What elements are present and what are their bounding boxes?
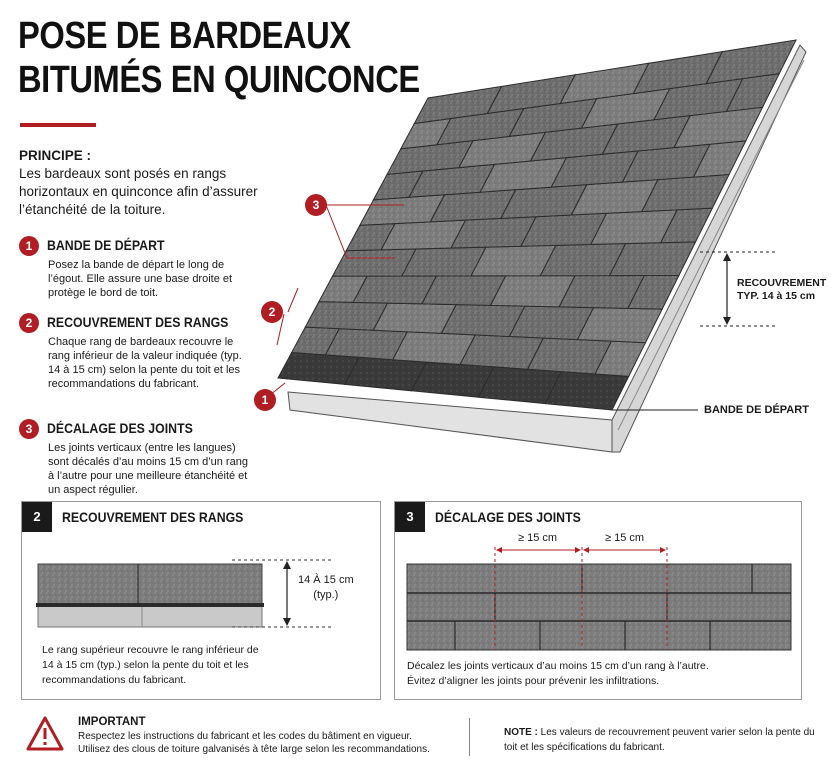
callout-marker-1: 1 [254, 389, 276, 411]
footer-note [504, 725, 824, 755]
callout-marker-3: 3 [305, 194, 327, 216]
step-number-badge: 3 [19, 419, 39, 439]
principe-text: Les bardeaux sont posés en rangs horizontaux en quinconce afin d’assurer l’étanchéité de la toiture. [19, 166, 258, 217]
step-heading: DÉCALAGE DES JOINTS [47, 420, 193, 436]
detail-box-number: 3 [395, 502, 425, 532]
detail-box-number: 2 [22, 502, 52, 532]
step-text: Les joints verticaux (entre les langues) sont décalés d’au moins 15 cm d’un rang à l’autre pour une meilleure étanchéité et un aspect régulier. [48, 442, 248, 496]
overlap-dimension-value: 14 À 15 cm [298, 574, 354, 586]
step-number-badge: 2 [19, 313, 39, 333]
note-text: Les valeurs de recouvrement peuvent varier selon la pente du toit et les spécifications du fabricant. [504, 727, 815, 753]
important-line-1: Respectez les instructions du fabricant et les codes du bâtiment en vigueur. [78, 731, 413, 742]
overlap-dimension [298, 573, 354, 603]
overlap-dimension-label [737, 277, 826, 303]
page-title: POSE DE BARDEAUX BITUMÉS EN QUINCONCE [18, 15, 420, 101]
detail-box-caption [407, 659, 797, 689]
detail-box-overlap [21, 501, 381, 700]
offset-dimension-b: ≥ 15 cm [605, 532, 645, 544]
principe-heading: PRINCIPE : [19, 148, 92, 163]
important-text [78, 730, 458, 756]
overlap-dimension-note: (typ.) [313, 589, 339, 601]
important-title: IMPORTANT [78, 716, 146, 728]
step-number-badge: 1 [19, 236, 39, 256]
detail-box-title: DÉCALAGE DES JOINTS [435, 509, 581, 525]
detail-box-caption: Le rang supérieur recouvre le rang inférieur de 14 à 15 cm (typ.) selon la pente du toit et les recommandations du fabricant. [42, 644, 259, 686]
step-text: Chaque rang de bardeaux recouvre le rang inférieur de la valeur indiquée (typ. 14 à 15 cm) selon la pente du toit et les recommandations du fabricant. [48, 336, 242, 390]
offset-dimension-a: ≥ 15 cm [518, 532, 558, 544]
callout-marker-2: 2 [261, 301, 283, 323]
important-line-2: Utilisez des clous de toiture galvanisés à tête large selon les recommandations. [78, 744, 430, 755]
starter-strip-label: BANDE DE DÉPART [704, 404, 809, 416]
step-heading: BANDE DE DÉPART [47, 237, 165, 253]
note-label: NOTE : [504, 727, 538, 738]
step-text: Posez la bande de départ le long de l’égout. Elle assure une base droite et protège le bord de toit. [48, 259, 233, 299]
shingle-tab [706, 40, 796, 84]
caption-line-2: Évitez d’aligner les joints pour prévenir les infiltrations. [407, 675, 660, 687]
overlap-label-line1: RECOUVREMENT [737, 277, 827, 289]
caption-line-1: Décalez les joints verticaux d’au moins 15 cm d’un rang à l’autre. [407, 660, 709, 672]
step-heading: RECOUVREMENT DES RANGS [47, 314, 229, 330]
footer-divider [469, 718, 470, 756]
warning-triangle-icon [26, 716, 64, 752]
detail-box-joint-offset [394, 501, 802, 700]
detail-box-title: RECOUVREMENT DES RANGS [62, 509, 244, 525]
overlap-label-line2: TYP. 14 à 15 cm [737, 290, 816, 302]
